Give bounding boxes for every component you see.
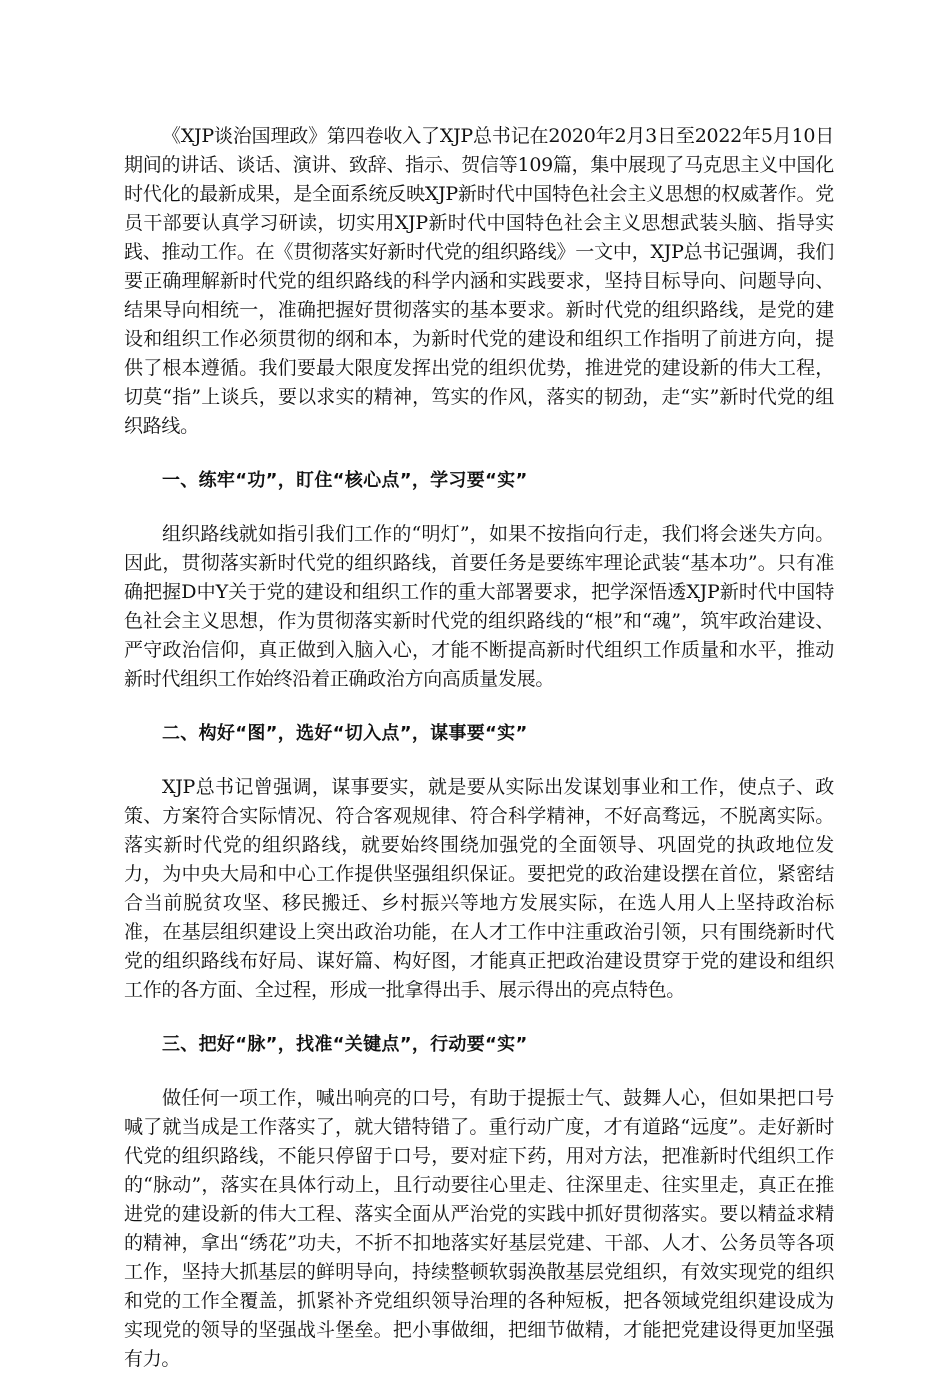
section-paragraph-3: 做任何一项工作，喊出响亮的口号，有助于提振士气、鼓舞人心，但如果把口号喊了就当成是工作落实了，就大错特错了。重行动广度，才有道路“远度”。走好新时代党的组织路线，不能只停留于口号，要对症下药，用对方法，把准新时代组织工作的“脉动”，落实在具体行动上，且行动要往心里走、往深里走、往实里走，真正在推进党的建设新的伟大工程、落实全面从严治党的实践中抓好贯彻落实。要以精益求精的精神，拿出“绣花”功夫，不折不扣地落实好基层党建、干部、人才、公务员等各项工作，坚持大抓基层的鲜明导向，持续整顿软弱涣散基层党组织，有效实现党的组织和党的工作全覆盖，抓紧补齐党组织领导治理的各种短板，把各领域党组织建设成为实现党的领导的坚强战斗堡垒。把小事做细，把细节做精，才能把党建设得更加坚强有力。	[124, 1087, 834, 1370]
section-paragraph-1: 组织路线就如指引我们工作的“明灯”，如果不按指向行走，我们将会迷失方向。因此，贯彻落实新时代党的组织路线，首要任务是要练牢理论武装“基本功”。只有准确把握D中Y关于党的建设和组织工作的重大部署要求，把学深悟透XJP新时代中国特色社会主义思想，作为贯彻落实新时代党的组织路线的“根”和“魂”，筑牢政治建设、严守政治信仰，真正做到入脑入心，才能不断提高新时代组织工作质量和水平，推动新时代组织工作始终沿着正确政治方向高质量发展。	[124, 523, 834, 690]
section-heading-2: 二、构好“图”，选好“切入点”，谋事要“实”	[162, 723, 528, 744]
section-paragraph-2: XJP总书记曾强调，谋事要实，就是要从实际出发谋划事业和工作，使点子、政策、方案符合实际情况、符合客观规律、符合科学精神，不好高骛远，不脱离实际。落实新时代党的组织路线，就要始终围绕加强党的全面领导、巩固党的执政地位发力，为中央大局和中心工作提供坚强组织保证。要把党的政治建设摆在首位，紧密结合当前脱贫攻坚、移民搬迁、乡村振兴等地方发展实际，在选人用人上坚持政治标准，在基层组织建设上突出政治功能，在人才工作中注重政治引领，只有围绕新时代党的组织路线布好局、谋好篇、构好图，才能真正把政治建设贯穿于党的建设和组织工作的各方面、全过程，形成一批拿得出手、展示得出的亮点特色。	[124, 776, 834, 1001]
document-body	[124, 122, 834, 1374]
section-heading-3: 三、把好“脉”，找准“关键点”，行动要“实”	[162, 1034, 528, 1055]
section-heading-1: 一、练牢“功”，盯住“核心点”，学习要“实”	[162, 470, 528, 491]
intro-paragraph: 《XJP谈治国理政》第四卷收入了XJP总书记在2020年2月3日至2022年5月10日期间的讲话、谈话、演讲、致辞、指示、贺信等109篇，集中展现了马克思主义中国化时代化的最新成果，是全面系统反映XJP新时代中国特色社会主义思想的权威著作。党员干部要认真学习研读，切实用XJP新时代中国特色社会主义思想武装头脑、指导实践、推动工作。在《贯彻落实好新时代党的组织路线》一文中，XJP总书记强调，我们要正确理解新时代党的组织路线的科学内涵和实践要求，坚持目标导向、问题导向、结果导向相统一，准确把握好贯彻落实的基本要求。新时代党的组织路线，是党的建设和组织工作必须贯彻的纲和本，为新时代党的建设和组织工作指明了前进方向，提供了根本遵循。我们要最大限度发挥出党的组织优势，推进党的建设新的伟大工程，切莫“指”上谈兵，要以求实的精神，笃实的作风，落实的韧劲，走“实”新时代党的组织路线。	[124, 125, 834, 437]
